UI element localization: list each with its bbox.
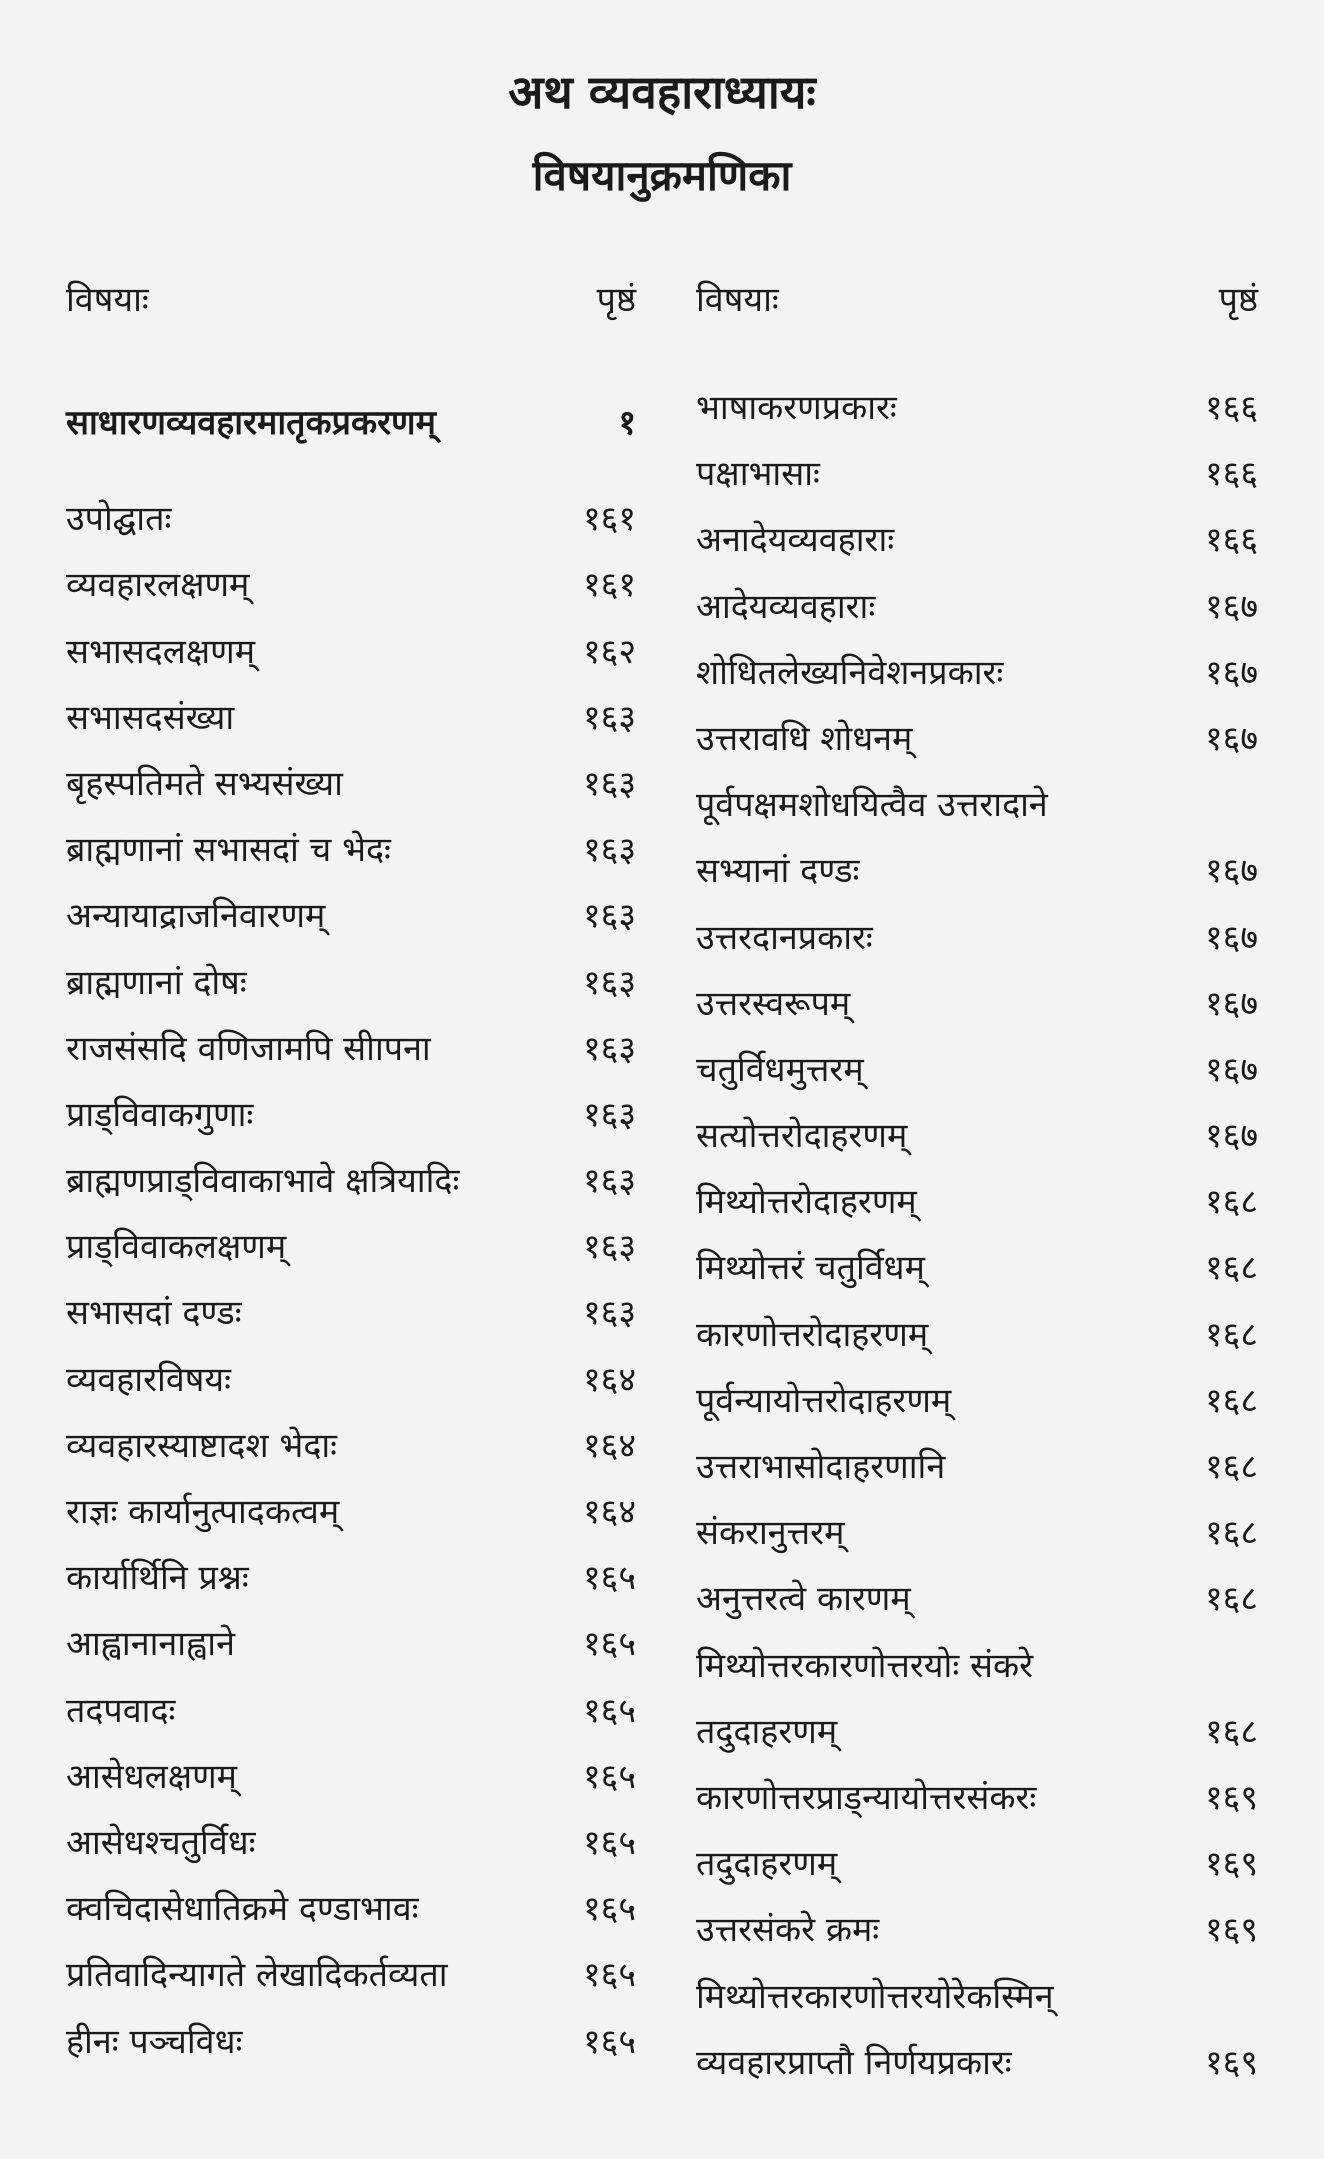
toc-entry-text: पूर्वपक्षमशोधयित्वैव उत्तरादाने	[696, 785, 1048, 826]
left-entry-list	[66, 486, 636, 2075]
toc-entry	[696, 375, 1258, 441]
toc-entry-text: संकरानुत्तरम्	[696, 1513, 845, 1554]
toc-entry-text: प्राड्विवाकलक्षणम्	[66, 1227, 287, 1268]
toc-entry	[66, 1479, 636, 1545]
toc-entry-page: १६१	[582, 565, 636, 606]
toc-entry-text: व्यवहारलक्षणम्	[66, 565, 250, 606]
toc-entry	[66, 883, 636, 949]
toc-entry-text: राजसंसदि वणिजामपि सीापना	[66, 1028, 431, 1069]
toc-entry	[66, 619, 636, 685]
toc-entry-page: १६३	[582, 1293, 636, 1334]
toc-entry-text: अनादेयव्यवहाराः	[696, 520, 895, 561]
toc-entry	[696, 1302, 1258, 1368]
toc-entry-text: आदेयव्यवहाराः	[696, 586, 876, 627]
toc-entry	[696, 507, 1258, 573]
toc-entry-page: १६४	[582, 1425, 636, 1466]
toc-entry-text: सभासदां दण्डः	[66, 1293, 242, 1334]
toc-entry-page: १६८	[1204, 1182, 1258, 1223]
toc-entry-page: १६८	[1204, 1248, 1258, 1289]
toc-entry-page: १६७	[1204, 652, 1258, 693]
toc-entry-text: मिथ्योत्तरकारणोत्तरयोः संकरे	[696, 1645, 1034, 1686]
toc-entry-page: १६५	[582, 1690, 636, 1731]
toc-entry-text: उत्तरसंकरे क्रमः	[696, 1910, 880, 1951]
toc-entry-page: १६३	[582, 830, 636, 871]
toc-entry-page: १६७	[1204, 851, 1258, 892]
toc-entry-text: सत्योत्तरोदाहरणम्	[696, 1116, 908, 1157]
toc-entry	[66, 1214, 636, 1280]
toc-entry-text: ब्राह्मणानां दोषः	[66, 962, 247, 1003]
toc-entry-text: आसेधश्चतुर्विधः	[66, 1822, 256, 1863]
right-column-header	[696, 270, 1258, 330]
toc-entry-text: सभासदलक्षणम्	[66, 631, 256, 672]
toc-entry	[696, 1169, 1258, 1235]
toc-entry	[696, 1765, 1258, 1831]
toc-entry-page: १६६	[1204, 454, 1258, 495]
toc-entry-page: १६५	[582, 2021, 636, 2062]
toc-entry-text: आह्वानानाह्वाने	[66, 1624, 235, 1665]
toc-entry	[696, 772, 1258, 838]
toc-entry-page: १६३	[582, 1028, 636, 1069]
toc-entry-text: बृहस्पतिमते सभ्यसंख्या	[66, 763, 343, 804]
toc-entry-page: १६५	[582, 1889, 636, 1930]
toc-entry	[66, 1876, 636, 1942]
toc-entry-page: १६३	[582, 896, 636, 937]
toc-entry-text: मिथ्योत्तरोदाहरणम्	[696, 1182, 917, 1223]
toc-entry-text: उत्तरावधि शोधनम्	[696, 718, 913, 759]
toc-entry-text: कारणोत्तरोदाहरणम्	[696, 1314, 929, 1355]
toc-entry-page: १६७	[1204, 983, 1258, 1024]
toc-entry-text: उत्तरस्वरूपम्	[696, 983, 851, 1024]
toc-entry-page: १६८	[1204, 1579, 1258, 1620]
toc-entry	[66, 1016, 636, 1082]
toc-entry	[66, 1810, 636, 1876]
toc-entry-page: १६३	[582, 1227, 636, 1268]
toc-entry	[66, 2009, 636, 2075]
section-page: १	[618, 403, 636, 443]
toc-entry	[696, 1368, 1258, 1434]
left-column	[66, 270, 636, 2075]
toc-entry-page: १६९	[1204, 1844, 1258, 1885]
toc-entry	[696, 971, 1258, 1037]
toc-entry	[66, 950, 636, 1016]
toc-entry-text: ब्राह्मणप्राड्विवाकाभावे क्षत्रियादिः	[66, 1161, 460, 1202]
toc-entry	[696, 1103, 1258, 1169]
toc-entry	[696, 1897, 1258, 1963]
toc-entry	[696, 1500, 1258, 1566]
toc-entry	[66, 1148, 636, 1214]
toc-entry-page: १६५	[582, 1624, 636, 1665]
toc-entry	[696, 838, 1258, 904]
toc-entry-page: १६२	[582, 631, 636, 672]
toc-entry-page: १६५	[582, 1822, 636, 1863]
toc-entry	[696, 1235, 1258, 1301]
topic-header: विषयाः	[696, 280, 779, 320]
toc-entry-page: १६५	[582, 1756, 636, 1797]
toc-entry	[696, 1566, 1258, 1632]
toc-entry-text: राज्ञः कार्यानुत्पादकत्वम्	[66, 1492, 340, 1532]
toc-entry-page: १६९	[1204, 1910, 1258, 1951]
toc-entry-text: पूर्वन्यायोत्तरोदाहरणम्	[696, 1380, 952, 1421]
toc-entry	[696, 1964, 1258, 2030]
toc-entry-page: १६८	[1204, 1447, 1258, 1487]
toc-entry-text: व्यवहारस्याष्टादश भेदाः	[66, 1425, 338, 1466]
toc-entry-page: १६३	[582, 1094, 636, 1135]
toc-entry	[696, 905, 1258, 971]
toc-entry	[696, 574, 1258, 640]
toc-entry-page: १६५	[582, 1558, 636, 1599]
toc-entry-text: सभासदसंख्या	[66, 697, 235, 738]
section-title: साधारणव्यवहारमातृकप्रकरणम्	[66, 403, 436, 443]
toc-entry-page: १६७	[1204, 1116, 1258, 1157]
toc-entry-page: १६८	[1204, 1513, 1258, 1554]
toc-entry-text: तदपवादः	[66, 1690, 176, 1731]
topic-header: विषयाः	[66, 280, 149, 320]
toc-entry	[66, 1347, 636, 1413]
toc-entry	[66, 685, 636, 751]
toc-entry-text: तदुदाहरणम्	[696, 1711, 838, 1752]
toc-entry	[696, 1831, 1258, 1897]
toc-entry-text: उपोद्घातः	[66, 499, 172, 540]
toc-entry-page: १६८	[1204, 1711, 1258, 1752]
toc-entry-text: मिथ्योत्तरकारणोत्तरयोरेकस्मिन्	[696, 1976, 1054, 2017]
toc-entry	[66, 751, 636, 817]
toc-entry	[696, 1699, 1258, 1765]
toc-entry-text: व्यवहारप्राप्तौ निर्णयप्रकारः	[696, 2042, 1012, 2083]
toc-entry-text: ब्राह्मणानां सभासदां च भेदः	[66, 830, 391, 871]
toc-entry	[66, 1611, 636, 1677]
toc-entry	[696, 1037, 1258, 1103]
toc-entry-page: १६७	[1204, 1049, 1258, 1090]
page-header: पृष्ठं	[1218, 280, 1258, 320]
toc-entry-page: १६३	[582, 697, 636, 738]
toc-entry-page: १६३	[582, 1161, 636, 1202]
toc-entry-text: क्वचिदासेधातिक्रमे दण्डाभावः	[66, 1889, 419, 1930]
toc-entry-text: अनुत्तरत्वे कारणम्	[696, 1579, 911, 1620]
page-header: पृष्ठं	[596, 280, 636, 320]
toc-entry-text: शोधितलेख्यनिवेशनप्रकारः	[696, 652, 1004, 693]
toc-entry	[66, 1413, 636, 1479]
toc-entry-page: १६६	[1204, 520, 1258, 561]
toc-entry	[66, 552, 636, 618]
toc-entry	[66, 1942, 636, 2008]
toc-entry	[66, 1545, 636, 1611]
toc-entry-page: १६८	[1204, 1314, 1258, 1355]
toc-entry	[66, 486, 636, 552]
toc-entry	[66, 817, 636, 883]
toc-entry-page: १६३	[582, 962, 636, 1003]
left-column-header	[66, 270, 636, 330]
toc-entry-page: १६७	[1204, 917, 1258, 958]
toc-entry-text: आसेधलक्षणम्	[66, 1756, 237, 1797]
right-column	[696, 270, 1258, 2096]
toc-entry-text: अन्यायाद्राजनिवारणम्	[66, 896, 326, 937]
toc-entry-page: १६६	[1204, 388, 1258, 428]
toc-entry	[66, 1678, 636, 1744]
toc-entry-page: १६७	[1204, 718, 1258, 759]
toc-entry-text: मिथ्योत्तरं चतुर्विधम्	[696, 1248, 925, 1289]
toc-entry-text: हीनः पञ्चविधः	[66, 2021, 243, 2062]
toc-entry	[696, 1434, 1258, 1500]
toc-entry-page: १६१	[582, 499, 636, 540]
page-subtitle: विषयानुक्रमणिका	[532, 151, 792, 200]
toc-entry-page: १६३	[582, 763, 636, 804]
toc-entry	[696, 640, 1258, 706]
toc-entry	[66, 1280, 636, 1346]
toc-entry-text: तदुदाहरणम्	[696, 1844, 838, 1885]
toc-entry-page: १६९	[1204, 1777, 1258, 1818]
toc-entry-text: भाषाकरणप्रकारः	[696, 388, 897, 428]
toc-entry-page: १६७	[1204, 586, 1258, 627]
toc-entry	[696, 706, 1258, 772]
toc-entry-text: उत्तराभासोदाहरणानि	[696, 1447, 946, 1487]
toc-entry-text: चतुर्विधमुत्तरम्	[696, 1049, 864, 1090]
toc-entry-text: प्राड्विवाकगुणाः	[66, 1094, 254, 1135]
toc-entry-text: उत्तरदानप्रकारः	[696, 917, 873, 958]
toc-entry-text: कारणोत्तरप्राड्न्यायोत्तरसंकरः	[696, 1777, 1037, 1818]
toc-entry	[696, 2030, 1258, 2096]
toc-entry-page: १६४	[582, 1492, 636, 1532]
toc-entry-page: १६५	[582, 1955, 636, 1996]
section-heading	[66, 390, 636, 456]
toc-entry-text: सभ्यानां दण्डः	[696, 851, 860, 892]
toc-entry	[66, 1082, 636, 1148]
toc-entry-page: १६४	[582, 1359, 636, 1400]
toc-entry-text: कार्यार्थिनि प्रश्नः	[66, 1558, 249, 1599]
toc-entry-page: १६८	[1204, 1380, 1258, 1421]
toc-entry-text: व्यवहारविषयः	[66, 1359, 231, 1400]
toc-entry	[66, 1744, 636, 1810]
right-entry-list	[696, 375, 1258, 2096]
toc-entry	[696, 1633, 1258, 1699]
toc-entry	[696, 441, 1258, 507]
toc-entry-text: पक्षाभासाः	[696, 454, 820, 495]
toc-entry-text: प्रतिवादिन्यागते लेखादिकर्तव्यता	[66, 1955, 448, 1996]
page-title: अथ व्यवहाराध्यायः	[508, 65, 816, 119]
toc-entry-page: १६९	[1204, 2042, 1258, 2083]
